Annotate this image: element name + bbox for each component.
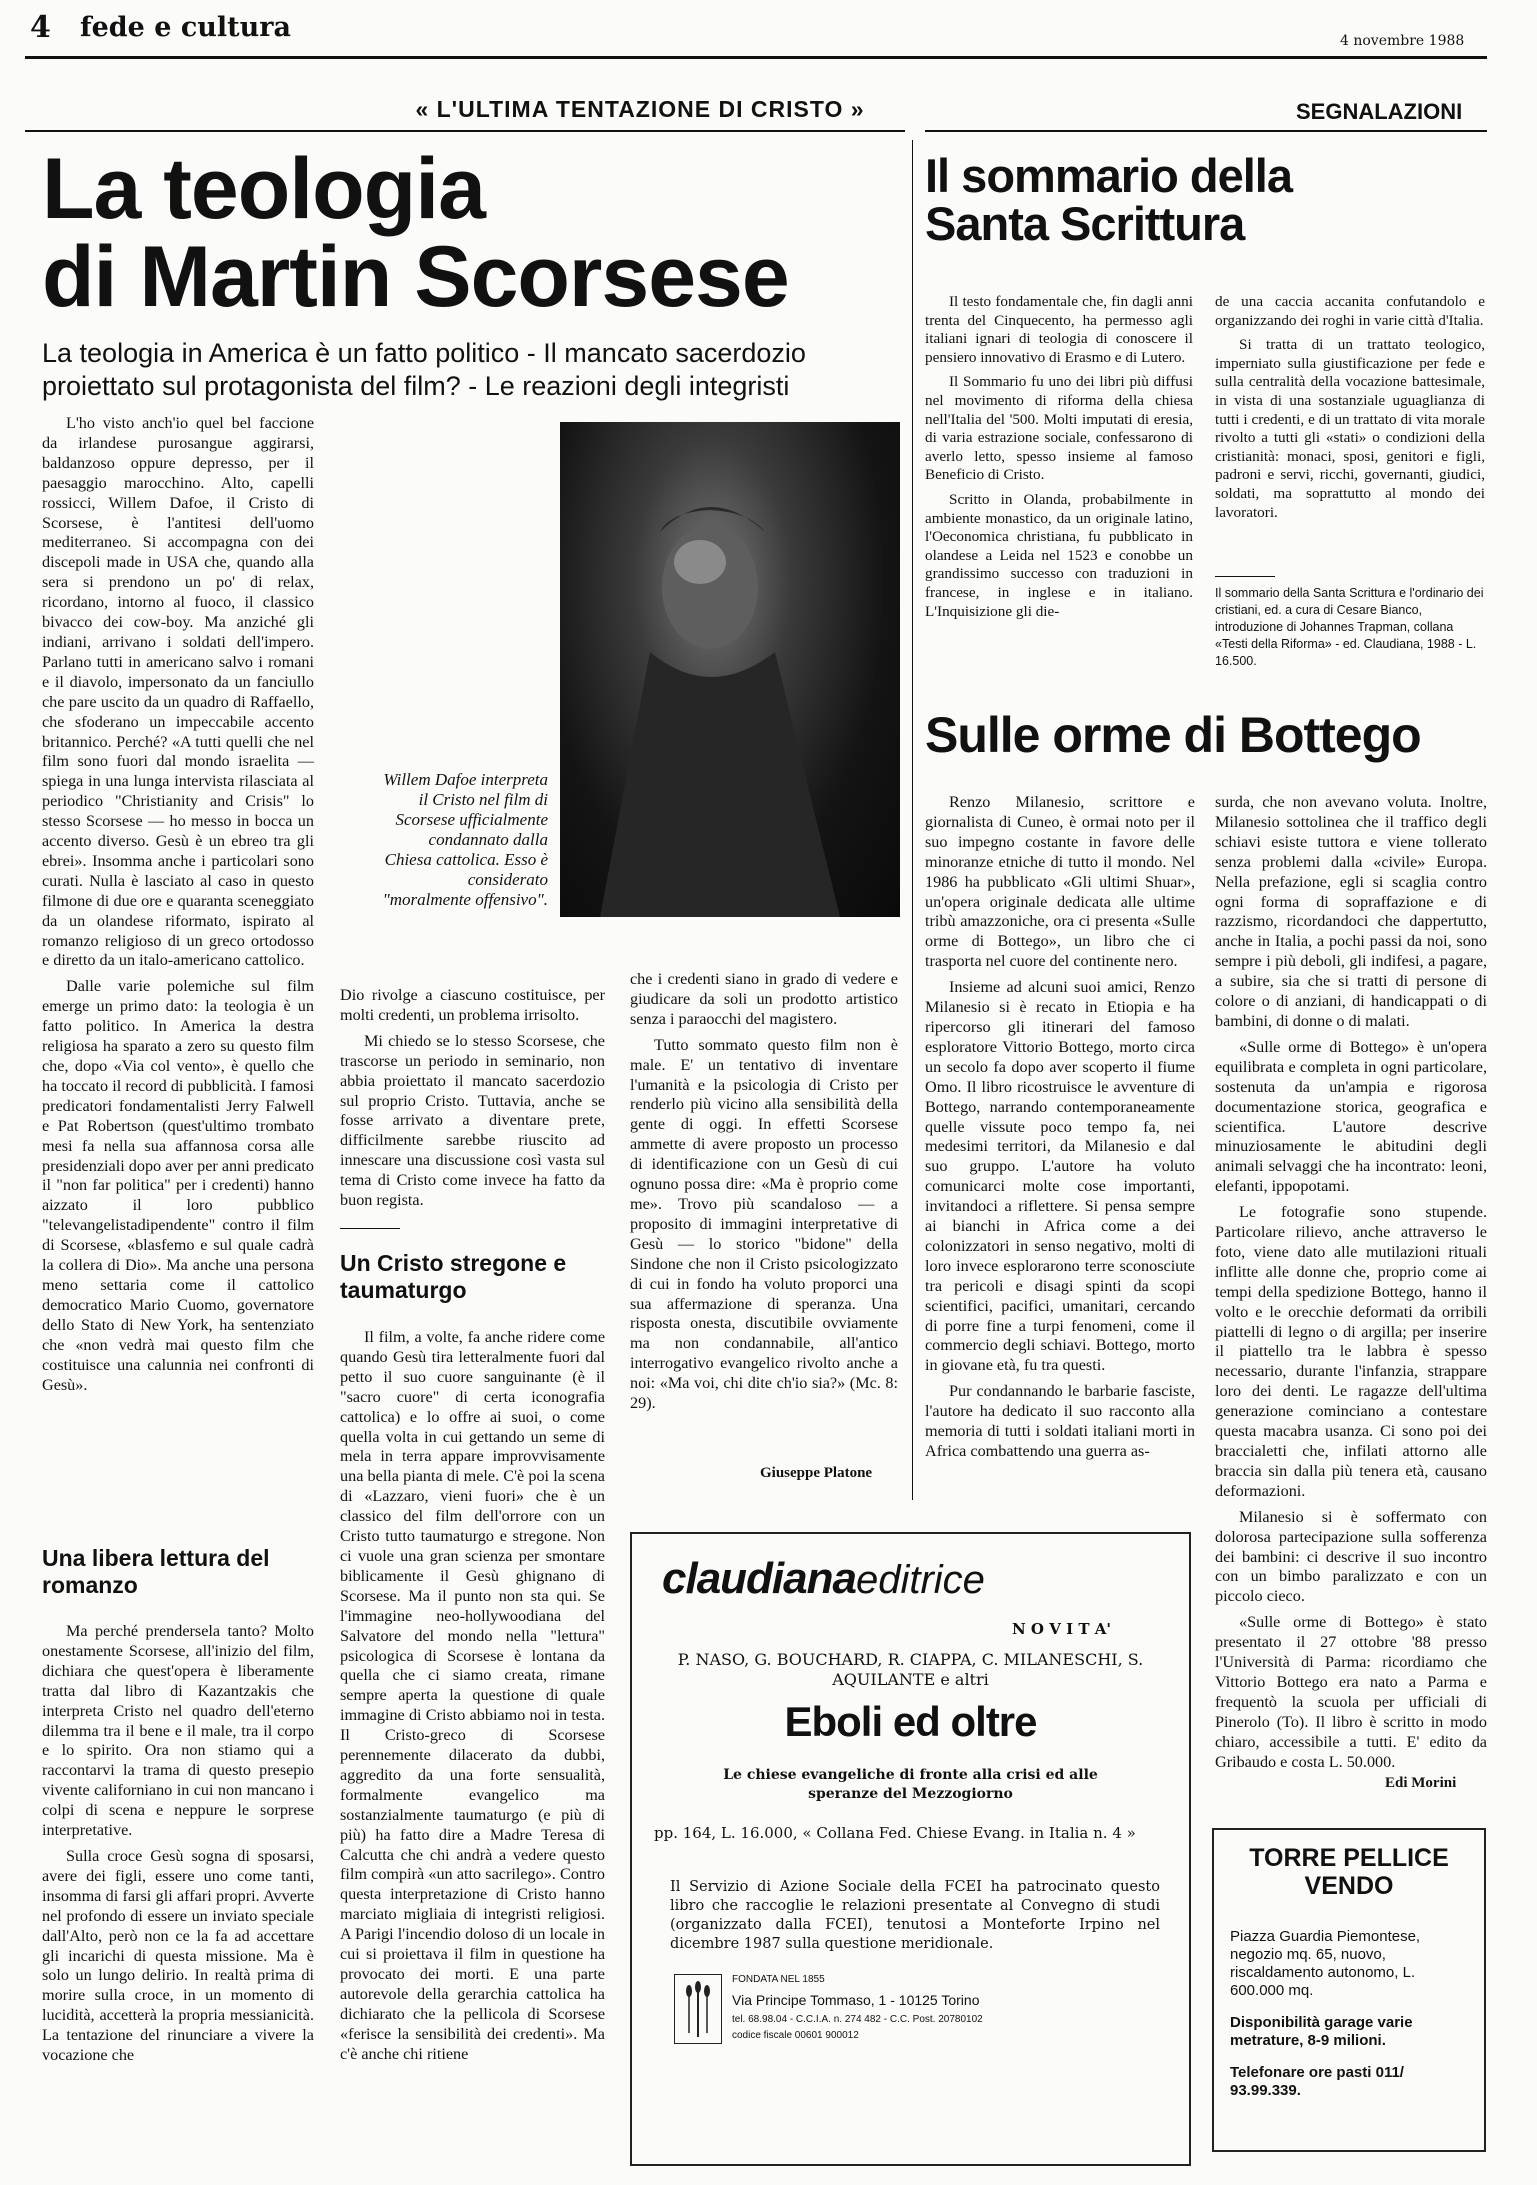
torre-ad-title-line1: TORRE PELLICE xyxy=(1249,1844,1449,1872)
sommario-column-b xyxy=(1215,293,1485,583)
wheat-logo-icon xyxy=(674,1974,722,2044)
vertical-divider xyxy=(912,140,913,1500)
ad-book-subtitle: Le chiese evangeliche di fronte alla crisi ed alle speranze del Mezzogiorno xyxy=(723,1767,1098,1802)
torre-ad-paragraph: Disponibilità garage varie metrature, 8-9 milioni. xyxy=(1230,2014,1413,2049)
bottego-column-a xyxy=(925,793,1195,1533)
section-name: fede e cultura xyxy=(80,12,291,43)
sommario-title-line2: Santa Scrittura xyxy=(925,196,1245,250)
paragraph: Il film, a volte, fa anche ridere come quando Gesù tira letteralmente fuori dal petto il suo cuore sanguinante (è il "sacro cuore" di certa iconografia cattolica) e lo offre ai suoi, o come quella volta in cui gettando un seme di mela in terra appare improvvisamente una bella pianta di mele. C'è poi la scena di «Lazzaro, vieni fuori» che è un classico del film dell'orrore con un Cristo tutto taumaturgo e stregone. Non ci vuole una gran scienza per smontare biblicamente il Gesù ghignano di Scorsese. Ma il punto non sta qui. Se l'immagine neo-hollywoodiana del Salvatore del mondo nella "lettura" psicologica di Scorsese è lontana da quella che ci siamo creata, rimane sempre aperta la questione di quale immagine di Cristo abbiamo noi in testa. Il Cristo-greco di Scorsese perennemente dilacerato da dubbi, aggredito da una forte sensualità, formalmente evangelico ma sostanzialmente taumaturgo (e più di più) ha fatto dire a Madre Teresa di Calcutta che chi andrà a vedere questo film compirà «un atto sacrilego». Contro questa interpretazione di Cristo hanno marciato migliaia di integristi religiosi. A Parigi l'incendio doloso di un locale in cui si proiettava il film in questione ha provocato dei morti. E una parte autorevole della gerarchia cattolica ha dichiarato che la pellicola di Scorsese «ferisce la sensibilità dei credenti». Ma c'è anche chi ritiene xyxy=(340,1328,605,2063)
sommario-column-a xyxy=(925,293,1193,693)
paragraph: Sulla croce Gesù sogna di sposarsi, avere dei figli, essere uno come tanti, insomma di farsi gli affari propri. Avverte nel profondo di essere un inviato speciale dall'Alto, però non ce la fa ad accettare gli incarichi di questa missione. Ma è solo un lungo delirio. In realtà prima di morire sulla croce, in un momento di lucidità, accetterà la propria messianicità. La tentazione del rinunciare a vivere la vocazione che xyxy=(42,1846,314,2065)
issue-date: 4 novembre 1988 xyxy=(1340,33,1465,49)
sommario-title-line1: Il sommario della xyxy=(925,149,1292,202)
paragraph: Ma perché prendersela tanto? Molto onestamente Scorsese, all'inizio del film, dichiara che quest'opera è liberamente tratta dal libro di Kazantzakis che interpreta Cristo nel quadro dell'eterno dilemma tra il bene e il male, tra il corpo e lo spirito. Ora non stiamo qui a raccontarvi la trama di questo presepio vivente californiano in cui non mancano i colpi di scena e neppure le sorprese interpretative. xyxy=(42,1622,314,1840)
torre-ad-paragraph: Piazza Guardia Piemontese, negozio mq. 65, nuovo, riscaldamento autonomo, L. 600.000 mq. xyxy=(1230,1928,1421,1999)
torre-ad-title xyxy=(1214,1844,1484,1900)
paragraph: Tutto sommato questo film non è male. E' un tentativo di inventare l'umanità e la psicologia di Cristo per renderlo più vicino alla sensibilità della gente di oggi. In effetti Scorsese ammette di avere proposto un processo di identificazione con un Gesù di cui ognuno possa dire: «Ma è proprio come me». Trovo più scandaloso — a proposito di immagini interpretative di Gesù — lo storico "bidone" della Sindone che non il Cristo psicologizzato di cui in fondo ha voluto proporci una sua affermazione di speranza. Una risposta onesta, discutibile ovviamente ma non condannabile, all'antico interrogativo evangelico rivolto anche a noi: «Ma voi, chi dite ch'io sia?» (Mc. 8: 29). xyxy=(630,1035,898,1413)
ad-address: Via Principe Tommaso, 1 - 10125 Torino xyxy=(732,1992,980,2008)
torre-pellice-ad xyxy=(1212,1828,1486,2152)
paragraph: che i credenti siano in grado di vedere e giudicare da soli un prodotto artistico senza i paraocchi del magistero. xyxy=(630,970,898,1028)
paragraph: Dio rivolge a ciascuno costituisce, per molti credenti, un problema irrisolto. xyxy=(340,986,605,1024)
paragraph: Scritto in Olanda, probabilmente in ambiente monastico, da un originale latino, l'Oeconomica christiana, fu pubblicato in olandese a Leida nel 1523 e conobbe un grandissimo successo con traduzioni in francese, in inglese e in italiano. L'Inquisizione gli die- xyxy=(925,490,1193,620)
main-subtitle: La teologia in America è un fatto politico - Il mancato sacerdozio proiettato sul protagonista del film? - Le reazioni degli integristi xyxy=(42,338,806,401)
main-title-line2: di Martin Scorsese xyxy=(42,228,789,325)
page-number: 4 xyxy=(30,10,51,45)
paragraph: Renzo Milanesio, scrittore e giornalista di Cuneo, è ormai noto per il suo impegno costante in favore delle minoranze etniche di tutto il mondo. Nel 1986 ha pubblicato «Gli ultimi Shuar», un'opera originale dedicata alle ultime tribù amazzoniche, ora ci presenta «Sulle orme di Bottego», un libro che ci trasporta nel cuore del continente nero. xyxy=(925,793,1195,971)
ad-authors: P. NASO, G. BOUCHARD, R. CIAPPA, C. MILANESCHI, S. AQUILANTE e altri xyxy=(677,1650,1144,1689)
main-title-line1: La teologia xyxy=(42,141,485,237)
paragraph: Milanesio si è soffermato con dolorosa partecipazione sulla sofferenza dei bambini: ci descrive il suo incontro con un bimbo paralizzato e con un piccolo cieco. xyxy=(1215,1507,1487,1606)
bottego-signature: Edi Morini xyxy=(1385,1775,1457,1791)
paragraph: de una caccia accanita confutandolo e organizzando dei roghi in varie città d'Italia. xyxy=(1215,293,1485,329)
paragraph: Pur condannando le barbarie fasciste, l'autore ha dedicato il suo racconto alla memoria di tutti i soldati italiani morti in Africa combattendo una guerra as- xyxy=(925,1382,1195,1460)
paragraph: surda, che non avevano voluta. Inoltre, Milanesio sottolinea che il traffico degli schiavi esiste tuttora e viene tollerato senza problemi dalla «civile» Europa. Nella prefazione, egli si scaglia contro ogni forma di sopraffazione e di razzismo, ricordandoci che dappertutto, anche in Italia, a pochi passi da noi, sono sempre i più deboli, gli indifesi, a pagare, a subire, sia che si tratti di persone di colore o di anziani, di handicappati o di bambini, di donne o di malati. xyxy=(1215,793,1487,1030)
torre-ad-paragraph: Telefonare ore pasti 011/ 93.99.339. xyxy=(1230,2064,1404,2099)
claudiana-ad xyxy=(630,1532,1191,2166)
biblio-rule xyxy=(1215,576,1275,577)
header-rule xyxy=(25,56,1487,59)
kicker: « L'ULTIMA TENTAZIONE DI CRISTO » xyxy=(415,96,865,122)
ad-description: Il Servizio di Azione Sociale della FCEI ha patrocinato questo libro che raccoglie le relazioni presentate al Convegno di studi (organizzato dalla FCEI), tenutosi a Monteforte Irpino nel dicembre 1987 sulla questione meridionale. xyxy=(670,1879,1160,1952)
photo-caption: Willem Dafoe interpreta il Cristo nel film di Scorsese ufficialmente condannato dalla Chiesa cattolica. Esso è considerato "moralmente offensivo". xyxy=(382,770,548,909)
ad-phone: tel. 68.98.04 - C.C.I.A. n. 274 482 - C.C. Post. 20780102 xyxy=(732,2014,983,2025)
bottego-title: Sulle orme di Bottego xyxy=(925,707,1421,763)
paragraph: Mi chiedo se lo stesso Scorsese, che trascorse un periodo in seminario, non abbia proiettato il mancato sacerdozio sul proprio Cristo. Tuttavia, anche se fosse arrivato a diventare prete, difficilmente sarebbe riuscito ad innescare una discussione così vasta sul tema di Cristo come invece ha fatto da buon regista. xyxy=(340,1031,605,1210)
claudiana-brand-suffix: editrice xyxy=(855,1558,985,1602)
paragraph: Il testo fondamentale che, fin dagli anni trenta del Cinquecento, ha permesso agli italiani ignari di teologia di conoscere il pensiero innovativo di Erasmo e di Lutero. xyxy=(925,293,1193,366)
paragraph: Il Sommario fu uno dei libri più diffusi nel movimento di riforma della chiesa nell'Italia del '500. Molti imputati di eresia, di varia estrazione sociale, confessarono di averlo letto, spesso insieme al famoso Beneficio di Cristo. xyxy=(925,373,1193,484)
paragraph: L'ho visto anch'io quel bel faccione da irlandese purosangue aggirarsi, baldanzoso oppure depresso, per il paesaggio marocchino. Alto, capelli rossicci, Willem Dafoe, il Cristo di Scorsese, è l'antitesi dell'uomo mediterraneo. Si accompagna con dei discepoli made in USA che, quando alla sera si prendono un po' di relax, ricordano, intorno al fuoco, il classico bivacco dei cow-boy. Ma anziché gli indiani, arrivano i soldati dell'impero. Parlano tutti in americano salvo i romani e il diavolo, impersonato da un fanciullo che pare uscito da un quadro di Raffaello, che sfoderano un impeccabile accento britannico. Perché? «A tutti quelli che nel film sono fuori dal mondo israelita — spiega in una lunga intervista rilasciata al periodico "Christianity and Crisis" lo stesso Scorsese — ho messo in bocca un accento diverso. Gesù è un ebreo tra gli ebrei». Insomma anche i particolari sono curati. Nulla è lasciato al caso in questo filmone di due ore e quaranta sceneggiato da un olandese riformato, ispirato al romanzo religioso di un greco ortodosso e diretto da un italo-americano cattolico. xyxy=(42,414,314,970)
ad-fiscal: codice fiscale 00601 900012 xyxy=(732,2030,859,2041)
ad-novita: N O V I T A' xyxy=(1012,1620,1111,1638)
article-column-2 xyxy=(340,986,605,1226)
actor-silhouette-icon xyxy=(560,422,900,917)
sommario-title xyxy=(925,149,1292,250)
kicker-rule-right xyxy=(925,130,1487,132)
paragraph: Le fotografie sono stupende. Particolare rilievo, anche attraverso le foto, viene dato alle mutilazioni rituali inflitte alle donne che, proprio come ai tempi della spedizione Bottego, hanno il volto e le orecchie deformati da orribili piattelli di legno o di argilla; per inserire il piattello tra le labbra è spesso necessario, durante l'infanzia, strappare loro dei denti. Le ragazze dell'ultima generazione cominciano a contestare questa macabra usanza. Ci sono poi dei braccialetti che, infilati attorno alle braccia sin dalla più tenera età, causano deformazioni. xyxy=(1215,1203,1487,1500)
sommario-bibliography: Il sommario della Santa Scrittura e l'ordinario dei cristiani, ed. a cura di Cesare Bianco, introduzione di Johannes Trapman, collana «Testi della Riforma» - ed. Claudiana, 1988 - L. 16.500. xyxy=(1215,586,1484,668)
subhead-cristo-stregone: Un Cristo stregone e taumaturgo xyxy=(340,1250,567,1303)
paragraph: Si tratta di un trattato teologico, imperniato sulla giustificazione per fede e sulla centralità della vocazione battesimale, in vista di una sostanziale uguaglianza di tutti i credenti, e di un trattato di vita morale rivolto a tutti gli «stati» o condizioni della cristianità: monaci, sposi, genitori e figli, padroni e servi, ricchi, governanti, giudici, soldati, ma soprattutto al mondo dei lavoratori. xyxy=(1215,336,1485,521)
article-column-1 xyxy=(42,414,314,1534)
paragraph: «Sulle orme di Bottego» è stato presentato il 27 ottobre '88 presso l'Università di Parma: ricordiamo che Vittorio Bottego era nato a Parma e frequentò la scuola per ufficiali di Pinerolo (To). Il libro è scritto in modo chiaro, accessibile a tutti. E' edito da Gribaudo e costa L. 50.000. xyxy=(1215,1613,1487,1771)
claudiana-brand: claudiana xyxy=(662,1554,856,1603)
article-column-3 xyxy=(630,970,898,1413)
ad-founded: FONDATA NEL 1855 xyxy=(732,1974,825,1985)
bottego-column-b xyxy=(1215,793,1487,1771)
film-still-photo xyxy=(560,422,900,917)
ad-details: pp. 164, L. 16.000, « Collana Fed. Chiese Evang. in Italia n. 4 » xyxy=(654,1824,1136,1842)
author-signature: Giuseppe Platone xyxy=(760,1465,873,1481)
kicker-rule-left xyxy=(25,130,905,132)
article-column-1b xyxy=(42,1622,314,2167)
torre-ad-title-line2: VENDO xyxy=(1304,1872,1394,1900)
paragraph: «Sulle orme di Bottego» è un'opera equilibrata e completa in ogni particolare, sostenuta da un'ampia e rigorosa documentazione storica, geografica e scientifica. L'autore descrive minuziosamente le abitudini degli animali selvaggi che ha incontrato: leoni, elefanti, ippopotami. xyxy=(1215,1037,1487,1196)
claudiana-logo xyxy=(662,1554,985,1604)
ad-book-title: Eboli ed oltre xyxy=(784,1698,1037,1745)
torre-ad-body xyxy=(1230,1928,1470,2100)
column-rule xyxy=(340,1228,400,1229)
subhead-libera-lettura: Una libera lettura del romanzo xyxy=(42,1545,270,1598)
paragraph: Insieme ad alcuni suoi amici, Renzo Milanesio si è recato in Etiopia e ha ripercorso gli itinerari del famoso esploratore Vittorio Bottego, morto circa un secolo fa dopo aver scoperto il fiume Omo. Il libro ricostruisce le avventure di Bottego, narrando contemporaneamente quelle vissute poco tempo fa, nei medesimi territori, da Milanesio e dal suo gruppo. L'autore ha voluto comunicarci molte cose importanti, invitandoci a riflettere. Si pensa sempre ai bianchi in Africa come a dei colonizzatori in senso negativo, molti di loro invece esplorarono terre sconosciute tra pericoli e disagi spinti da scopi scientifici, pacifici, umanitari, cercando di porre fine a turpi fenomeni, come il commercio degli schiavi. Bottego, morto in giovane età, fu tra questi. xyxy=(925,978,1195,1375)
main-title xyxy=(42,141,789,325)
paragraph: Dalle varie polemiche sul film emerge un primo dato: la teologia è un fatto politico. In America la destra religiosa ha sparato a zero su questo film che, dopo «Via col vento», è quello che ha toccato il record di pubblicità. I famosi predicatori fondamentalisti Jerry Falwell e Pat Robertson (quest'ultimo trombato mesi fa nella sua affannosa corsa alle presidenziali dopo aver per anni predicato il "non far politica" per i credenti) hanno aizzato il loro pubblico "televangelistadipendente" contro il film di Scorsese, «blasfemo e sul quale cadrà la collera di Dio». Ma anche una persona meno settaria come il cattolico democratico Mario Cuomo, governatore dello Stato di New York, ha sentenziato che «non vedrà mai questo film che costituisce una calunnia nei confronti di Gesù». xyxy=(42,977,314,1394)
section-right-label: SEGNALAZIONI xyxy=(1296,99,1463,124)
article-column-2b xyxy=(340,1328,605,2166)
